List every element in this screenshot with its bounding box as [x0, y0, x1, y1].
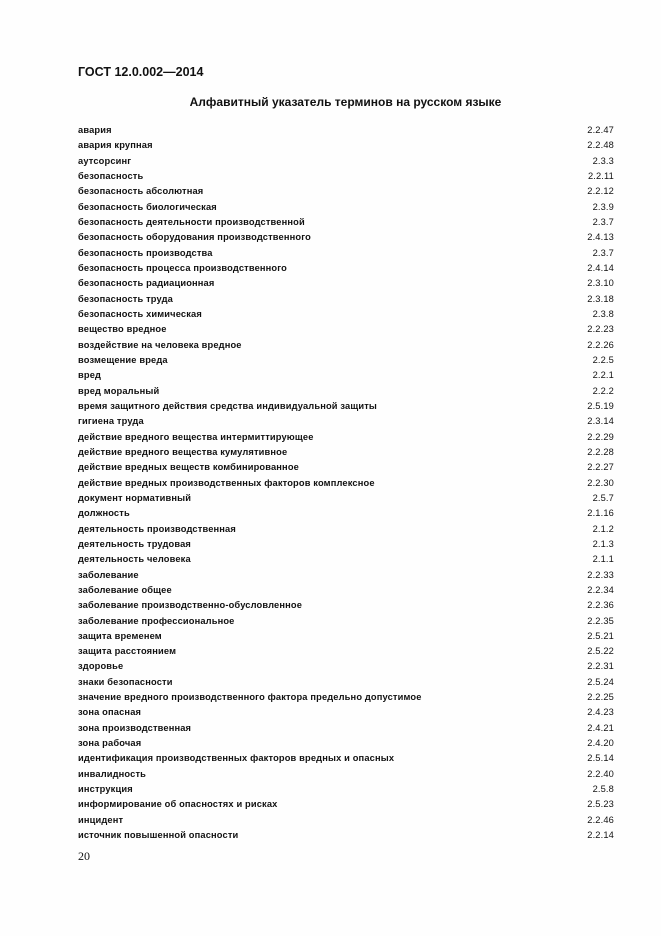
index-reference: 2.2.46 — [587, 814, 614, 825]
index-entry — [78, 169, 614, 184]
index-reference: 2.2.34 — [587, 584, 614, 595]
index-term: защита временем — [78, 630, 162, 641]
index-term: действие вредного вещества кумулятивное — [78, 446, 288, 457]
index-term: время защитного действия средства индивидуальной защиты — [78, 400, 378, 411]
index-reference: 2.4.13 — [587, 232, 614, 243]
index-entry — [78, 414, 614, 429]
index-reference: 2.2.12 — [587, 186, 614, 197]
index-reference: 2.5.14 — [587, 753, 614, 764]
index-term: безопасность процесса производственного — [78, 262, 287, 273]
index-reference: 2.5.24 — [587, 676, 614, 687]
index-entry — [78, 138, 614, 153]
index-entry — [78, 568, 614, 583]
index-term: воздействие на человека вредное — [78, 339, 242, 350]
index-term: знаки безопасности — [78, 676, 173, 687]
index-term: действие вредных веществ комбинированное — [78, 462, 299, 473]
term-index-list — [78, 123, 614, 843]
index-entry — [78, 736, 614, 751]
index-term: вред моральный — [78, 385, 160, 396]
index-entry — [78, 629, 614, 644]
index-reference: 2.2.11 — [587, 170, 614, 181]
index-entry — [78, 322, 614, 337]
index-entry — [78, 813, 614, 828]
index-term: идентификация производственных факторов вредных и опасных — [78, 753, 395, 764]
index-reference: 2.2.35 — [587, 615, 614, 626]
index-entry — [78, 338, 614, 353]
index-term: действие вредных производственных факторов комплексное — [78, 477, 375, 488]
index-reference: 2.3.9 — [592, 201, 614, 212]
index-reference: 2.5.8 — [592, 784, 614, 795]
index-term: вещество вредное — [78, 324, 167, 335]
index-term: безопасность абсолютная — [78, 186, 204, 197]
index-term: должность — [78, 508, 130, 519]
index-entry — [78, 184, 614, 199]
index-term: аутсорсинг — [78, 155, 132, 166]
index-entry — [78, 583, 614, 598]
index-reference: 2.3.14 — [587, 416, 614, 427]
index-term: безопасность химическая — [78, 308, 202, 319]
index-entry — [78, 767, 614, 782]
index-entry — [78, 659, 614, 674]
index-term: инвалидность — [78, 768, 147, 779]
index-term: заболевание — [78, 569, 139, 580]
index-term: безопасность радиационная — [78, 278, 215, 289]
index-reference: 2.5.7 — [592, 492, 614, 503]
index-entry — [78, 261, 614, 276]
index-reference: 2.2.26 — [587, 339, 614, 350]
document-header: ГОСТ 12.0.002—2014 — [78, 65, 204, 79]
index-term: безопасность деятельности производственной — [78, 216, 305, 227]
index-reference: 2.5.23 — [587, 799, 614, 810]
index-entry — [78, 476, 614, 491]
index-reference: 2.2.48 — [587, 140, 614, 151]
index-entry — [78, 368, 614, 383]
index-reference: 2.1.16 — [587, 508, 614, 519]
index-term: заболевание производственно-обусловленное — [78, 600, 303, 611]
index-reference: 2.2.40 — [587, 768, 614, 779]
index-term: защита расстоянием — [78, 646, 177, 657]
index-term: инструкция — [78, 784, 133, 795]
index-term: безопасность труда — [78, 293, 173, 304]
index-entry — [78, 828, 614, 843]
index-term: безопасность производства — [78, 247, 213, 258]
index-term: зона производственная — [78, 722, 192, 733]
index-entry — [78, 200, 614, 215]
index-reference: 2.5.19 — [587, 400, 614, 411]
index-term: инцидент — [78, 814, 124, 825]
index-reference: 2.5.21 — [587, 630, 614, 641]
index-term: заболевание профессиональное — [78, 615, 235, 626]
index-reference: 2.4.20 — [587, 738, 614, 749]
index-reference: 2.2.14 — [587, 830, 614, 841]
index-reference: 2.2.47 — [587, 125, 614, 135]
index-title: Алфавитный указатель терминов на русском языке — [189, 95, 502, 109]
index-term: действие вредного вещества интермиттирующее — [78, 431, 314, 442]
index-term: безопасность — [78, 170, 144, 181]
index-term: источник повышенной опасности — [78, 830, 239, 841]
index-reference: 2.4.14 — [587, 262, 614, 273]
index-reference: 2.2.23 — [587, 324, 614, 335]
index-entry — [78, 215, 614, 230]
index-reference: 2.2.25 — [587, 692, 614, 703]
index-entry — [78, 598, 614, 613]
index-reference: 2.5.22 — [587, 646, 614, 657]
index-entry — [78, 522, 614, 537]
index-entry — [78, 154, 614, 169]
index-reference: 2.1.2 — [592, 523, 614, 534]
index-entry — [78, 491, 614, 506]
index-term: гигиена труда — [78, 416, 144, 427]
index-reference: 2.2.27 — [587, 462, 614, 473]
index-entry — [78, 460, 614, 475]
index-reference: 2.2.1 — [592, 370, 614, 381]
index-reference: 2.3.3 — [592, 155, 614, 166]
index-entry — [78, 276, 614, 291]
index-term: безопасность оборудования производственного — [78, 232, 311, 243]
index-reference: 2.4.21 — [587, 722, 614, 733]
index-entry — [78, 614, 614, 629]
index-reference: 2.1.1 — [592, 554, 614, 565]
index-reference: 2.1.3 — [592, 538, 614, 549]
index-entry — [78, 384, 614, 399]
index-term: здоровье — [78, 661, 124, 672]
index-reference: 2.3.7 — [592, 247, 614, 258]
index-reference: 2.2.36 — [587, 600, 614, 611]
index-term: зона опасная — [78, 707, 142, 718]
index-term: безопасность биологическая — [78, 201, 217, 212]
index-entry — [78, 230, 614, 245]
index-entry — [78, 751, 614, 766]
index-reference: 2.3.7 — [592, 216, 614, 227]
index-entry — [78, 537, 614, 552]
index-term: деятельность производственная — [78, 523, 236, 534]
index-term: заболевание общее — [78, 584, 172, 595]
index-entry — [78, 506, 614, 521]
index-term: значение вредного производственного фактора предельно допустимое — [78, 692, 422, 703]
index-term: вред — [78, 370, 102, 381]
index-entry — [78, 292, 614, 307]
index-entry — [78, 123, 614, 138]
index-reference: 2.2.33 — [587, 569, 614, 580]
index-entry — [78, 430, 614, 445]
index-term: деятельность человека — [78, 554, 191, 565]
index-reference: 2.3.10 — [587, 278, 614, 289]
index-entry — [78, 690, 614, 705]
index-term: документ нормативный — [78, 492, 192, 503]
index-term: возмещение вреда — [78, 354, 168, 365]
index-term: деятельность трудовая — [78, 538, 192, 549]
index-reference: 2.2.31 — [587, 661, 614, 672]
index-reference: 2.3.18 — [587, 293, 614, 304]
index-term: авария — [78, 125, 112, 135]
index-entry — [78, 353, 614, 368]
index-entry — [78, 307, 614, 322]
index-reference: 2.2.29 — [587, 431, 614, 442]
index-reference: 2.2.30 — [587, 477, 614, 488]
index-term: авария крупная — [78, 140, 153, 151]
index-reference: 2.3.8 — [592, 308, 614, 319]
index-term: информирование об опасностях и рисках — [78, 799, 278, 810]
index-entry — [78, 675, 614, 690]
page-number: 20 — [78, 849, 90, 863]
index-term: зона рабочая — [78, 738, 142, 749]
index-reference: 2.4.23 — [587, 707, 614, 718]
index-entry — [78, 644, 614, 659]
index-entry — [78, 445, 614, 460]
index-reference: 2.2.5 — [592, 354, 614, 365]
index-reference: 2.2.2 — [592, 385, 614, 396]
index-entry — [78, 797, 614, 812]
index-entry — [78, 721, 614, 736]
index-entry — [78, 552, 614, 567]
index-reference: 2.2.28 — [587, 446, 614, 457]
index-entry — [78, 246, 614, 261]
index-entry — [78, 705, 614, 720]
index-entry — [78, 782, 614, 797]
index-entry — [78, 399, 614, 414]
